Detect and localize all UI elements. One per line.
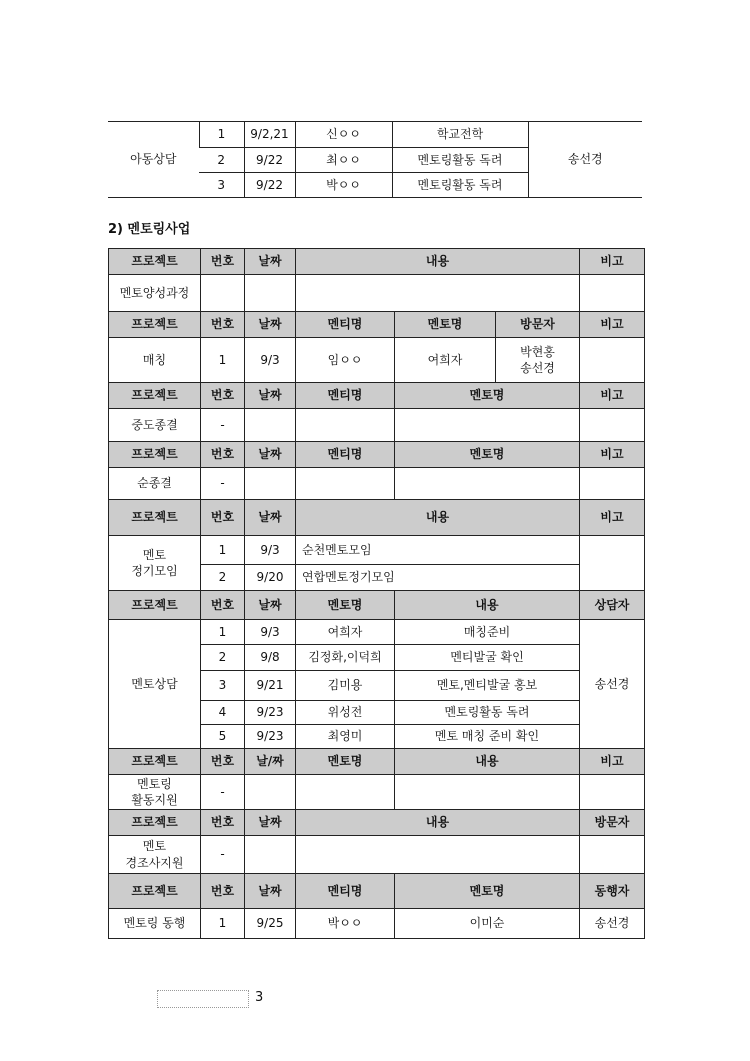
staff-cell: 송선경: [528, 122, 642, 198]
page-number-frame: [157, 990, 249, 1008]
table-row: 2 9/22 최ㅇㅇ 멘토링활동 독려: [108, 148, 642, 173]
table-row: 5 9/23 최영미 멘토 매칭 준비 확인: [109, 725, 645, 749]
header-row: 프로젝트 번호 날짜 내용 비고: [109, 249, 645, 275]
category-cell: 아동상담: [108, 122, 199, 198]
header-row: 프로젝트 번호 날짜 멘티명 멘토명 방문자 비고: [109, 312, 645, 338]
header-row: 프로젝트 번호 날짜 내용 방문자: [109, 810, 645, 836]
table-row: 4 9/23 위성전 멘토링활동 독려: [109, 701, 645, 725]
table-row: 멘토링 동행 1 9/25 박ㅇㅇ 이미순 송선경: [109, 909, 645, 939]
table-row: 2 9/8 김정화,이덕희 멘티발굴 확인: [109, 645, 645, 671]
table-row: 멘토 정기모임 1 9/3 순천멘토모임: [109, 536, 645, 565]
table-row: 멘토상담 1 9/3 여희자 매칭준비 송선경: [109, 620, 645, 645]
header-row: 프로젝트 번호 날짜 멘티명 멘토명 동행자: [109, 874, 645, 909]
section-title: 2) 멘토링사업: [108, 222, 191, 237]
table-row: 3 9/22 박ㅇㅇ 멘토링활동 독려: [108, 173, 642, 198]
table-row: 중도종결 -: [109, 409, 645, 442]
table-row: 3 9/21 김미용 멘토,멘티발굴 홍보: [109, 671, 645, 701]
table-row: 멘토 경조사지원 -: [109, 836, 645, 874]
header-row: 프로젝트 번호 날짜 내용 비고: [109, 500, 645, 536]
child-counseling-table: [108, 121, 642, 198]
table-row: 2 9/20 연합멘토정기모임: [109, 565, 645, 591]
table-row: 멘토양성과정: [109, 275, 645, 312]
table-row: 매칭 1 9/3 임ㅇㅇ 여희자 박현홍 송선경: [109, 338, 645, 383]
table-row: 멘토링 활동지원 -: [109, 775, 645, 810]
table-row: 아동상담 1 9/2,21 신ㅇㅇ 학교전학 송선경: [108, 122, 642, 148]
header-row: 프로젝트 번호 날짜 멘티명 멘토명 비고: [109, 442, 645, 468]
header-row: 프로젝트 번호 날/짜 멘토명 내용 비고: [109, 749, 645, 775]
header-row: 프로젝트 번호 날짜 멘티명 멘토명 비고: [109, 383, 645, 409]
mentoring-table: [108, 248, 645, 939]
page-number: 3: [255, 990, 264, 1005]
table-row: 순종결 -: [109, 468, 645, 500]
header-row: 프로젝트 번호 날짜 멘토명 내용 상담자: [109, 591, 645, 620]
